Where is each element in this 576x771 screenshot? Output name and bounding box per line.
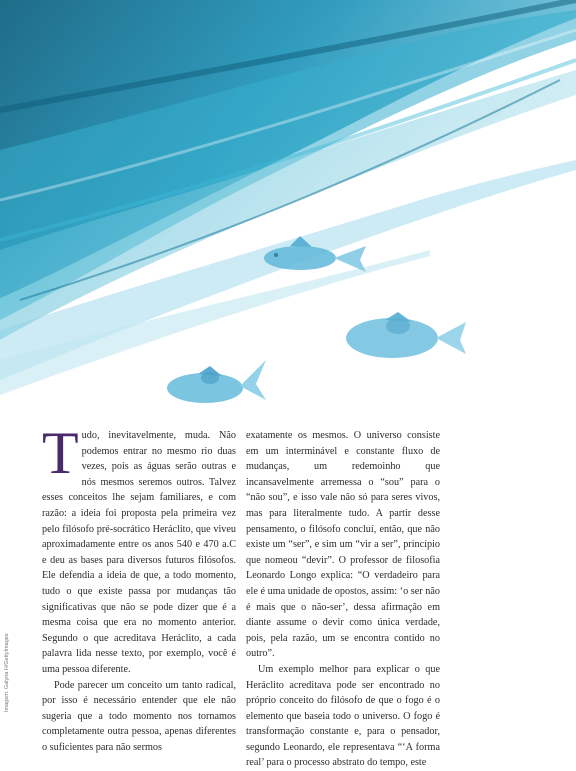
image-credit: Imagem: Galyna H/GettyImages [4,633,10,712]
paragraph-4: Um exemplo melhor para explicar o que Heráclito acreditava pode ser encontrado no próprio conceito do filósofo de que o fogo é o elemento que baseia todo o universo. O fogo é transformação constante e, para o pensador, segundo Leonardo, ele representava “‘A forma real’ para o processo abstrato do tempo, este [246,663,440,769]
article-column-2 [246,428,440,771]
paragraph-3: exatamente os mesmos. O universo consiste em um interminável e constante fluxo de mudanças, um redemoinho que incansavelmente arremessa o “sou” para o “não sou”, e isso vale não só para seres vivos, mas para literalmente tudo. A partir desse pensamento, o filósofo concluí, então, que não existe um “ser”, e sim um “vir a ser”, princípio que nomeou “devir”. O professor de filosofia Leonardo Longo explica: “O verdadeiro para ele é uma unidade de opostos, assim: ‘o ser não é mais que o não-ser’, dessa afirmação em diante assume o devir como única verdade, pois, pela razão, um se encontra contido no outro”. [246,430,440,660]
drop-cap: T [42,420,79,486]
paragraph-2: Pode parecer um conceito um tanto radical, por isso é necessário entender que ele não sugeria que a todo momento nos tornamos completamente outra pessoa, apenas diferentes o suficientes para não sermos [42,679,236,753]
article-column-1 [42,420,236,755]
fish-3 [167,360,266,403]
paragraph-1-text: udo, inevitavelmente, muda. Não podemos entrar no mesmo rio duas vezes, pois as águas serão outras e nós mesmos seremos outros. Talvez esses conceitos lhe sejam familiares, e com razão: a ideia foi proposta pela primeira vez pelo filósofo pré-socrático Heráclito, que viveu aproximadamente entre os anos 540 e 470 a.C e deu as bases para diversos futuros filósofos. Ele defendia a ideia de que, a todo momento, tudo o que existe passa por mudanças tão significativas que não se pode dizer que é a mesma coisa que era no momento anterior. Segundo o que acreditava Heráclito, a cada palavra lida nesse texto, por exemplo, você é uma pessoa diferente. [42,430,236,675]
fish-2 [346,312,466,358]
paragraph-1 [42,420,236,678]
